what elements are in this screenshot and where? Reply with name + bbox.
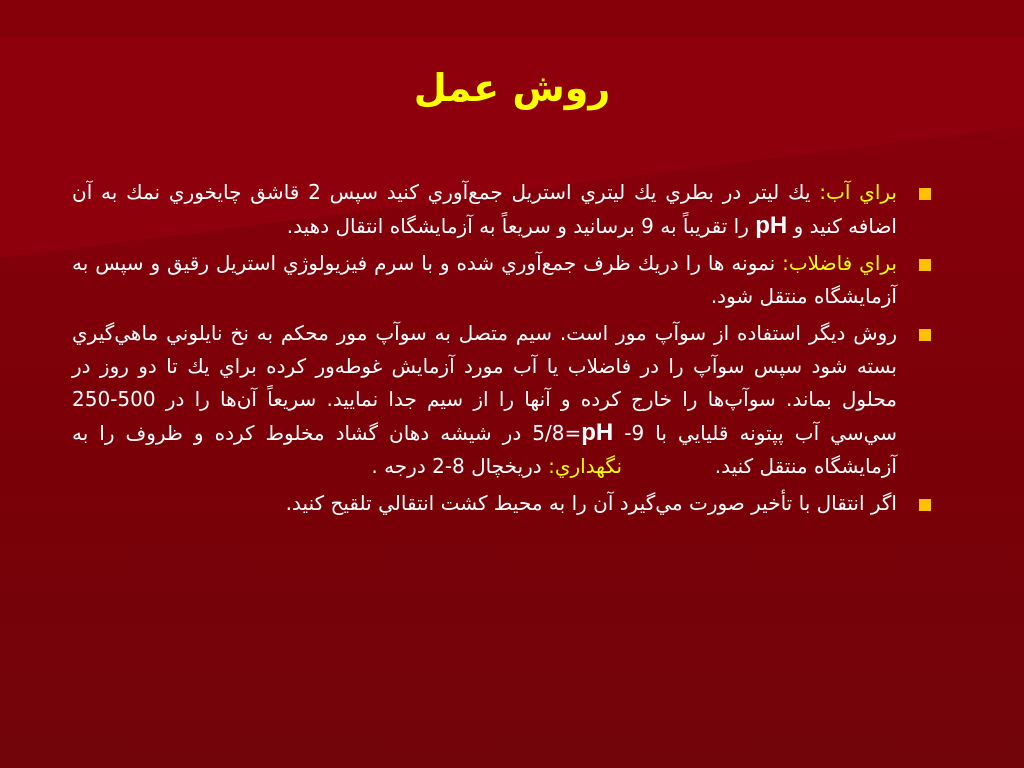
ph-label: pH: [755, 212, 788, 239]
storage-label: نگهداري:: [548, 454, 623, 478]
slide-top-band: [0, 0, 1024, 38]
swab-text-b: در شيشه دهان گشاد مخلوط كرده و ظروف را به آزمايشگاه منتقل كنيد.: [72, 421, 897, 478]
square-bullet-icon: [919, 499, 931, 511]
ph-label: pH: [581, 419, 614, 446]
square-bullet-icon: [919, 329, 931, 341]
swab-text-a: روش ديگر استفاده از سوآپ مور است. سيم متصل به سوآپ مور محكم به نخ نايلوني ماهي‌گيري بسته شود سپس سوآپ را در فاضلاب يا آب مورد آزمايش غوطه‌ور كرده براي يك تا دو روز در محلول بماند. سوآپ‌ها را خارج كرده و آنها را از سيم جدا نماييد. سريعاً آن‌ها را در 500-250 سي‌سي آب پپتونه قليايي با 9-: [72, 321, 898, 445]
water-text-b: را تقريباً به 9 برسانيد و سريعاً به آزمايشگاه انتقال دهيد.: [286, 214, 749, 238]
ph-value: =5/8: [532, 421, 582, 445]
square-bullet-icon: [919, 188, 931, 200]
bullet-item-swab: [72, 317, 947, 483]
bullet-item-sewage: [72, 247, 947, 313]
water-label: براي آب:: [819, 180, 897, 204]
delay-text: اگر انتقال با تأخير صورت مي‌گيرد آن را به محيط كشت انتقالي تلقيح كنيد.: [285, 491, 897, 515]
water-text-a: يك ليتر در بطري يك ليتري استريل جمع‌آوري كنيد سپس 2 قاشق چايخوري نمك به آن اضافه كنيد و: [72, 180, 897, 238]
slide-title: روش عمل: [413, 66, 611, 110]
bullet-list: [72, 176, 947, 524]
square-bullet-icon: [919, 259, 931, 271]
bullet-item-delay: [72, 487, 947, 520]
sewage-label: براي فاضلاب:: [782, 251, 897, 275]
bullet-item-water: [72, 176, 947, 243]
storage-text: دريخچال 8-2 درجه .: [371, 454, 542, 478]
sewage-text: نمونه ها را دريك ظرف جمع‌آوري شده و با سرم فيزيولوژي استريل رقيق و سپس به آزمايشگاه منتقل شود.: [72, 251, 897, 308]
